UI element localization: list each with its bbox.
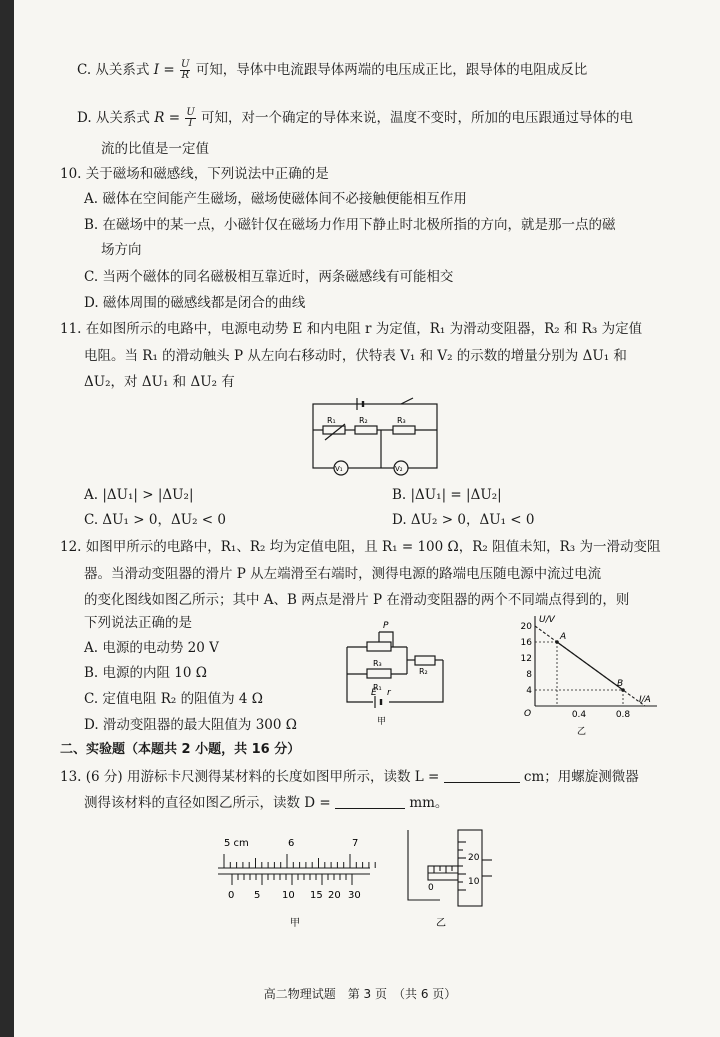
q12-stem-1: 12. 如图甲所示的电路中，R₁、R₂ 均为定值电阻，且 R₁ = 100 Ω，R₂ 阻值未知，R₃ 为一滑动变阻	[60, 539, 661, 555]
label-yi: 乙	[436, 918, 446, 929]
y-tick-label: 12	[520, 654, 532, 664]
vernier-label-10: 10	[282, 890, 295, 901]
q9-option-d: D. 从关系式 R = $\frac{U}{I}$ 可知，对一个确定的导体来说，温度不变时，所加的电压跟通过导体的电	[77, 107, 634, 129]
q12-circuit-jia	[333, 612, 451, 737]
x-tick-label: 0.8	[615, 710, 631, 720]
resistor-r3	[367, 642, 391, 651]
resistor-r3	[393, 426, 415, 434]
q12-option-d: D. 滑动变阻器的最大阻值为 300 Ω	[84, 717, 297, 733]
label-r: r	[387, 688, 391, 698]
q10-option-a: A. 磁体在空间能产生磁场，磁场使磁体间不必接触便能相互作用	[84, 191, 467, 207]
label-r1: R₁	[327, 416, 336, 425]
q13-line-1: 13. (6 分) 用游标卡尺测得某材料的长度如图甲所示，读数 L = cm；用螺旋测微器	[60, 769, 639, 785]
y-tick-label: 4	[526, 686, 532, 696]
fraction-u-over-r: $\frac{U}{R}$	[180, 59, 190, 81]
y-axis-label: U/V	[539, 615, 555, 625]
y-tick-label: 16	[520, 638, 532, 648]
q13-line-2: 测得该材料的直径如图乙所示，读数 D = mm。	[84, 795, 449, 811]
q9-option-d-cont: 流的比值是一定值	[101, 141, 209, 157]
sleeve-label-0: 0	[428, 883, 434, 893]
q10-option-b-cont: 场方向	[101, 242, 142, 258]
label-r2: R₂	[419, 667, 428, 676]
resistor-r1	[367, 669, 391, 678]
q11-option-b: B. |ΔU₁| = |ΔU₂|	[392, 487, 502, 503]
vernier-scale-ticks	[232, 874, 352, 885]
resistor-r2	[355, 426, 377, 434]
origin-label: O	[524, 709, 532, 719]
micrometer-frame	[408, 830, 440, 900]
scan-edge	[0, 0, 14, 1037]
vernier-label-30: 30	[348, 890, 361, 901]
q11-stem-1: 11. 在如图所示的电路中，电源电动势 E 和内电阻 r 为定值，R₁ 为滑动变阻器，R₂ 和 R₃ 为定值	[60, 321, 643, 337]
main-scale-ticks	[224, 854, 375, 868]
label-v2: V₂	[395, 465, 403, 473]
q12-option-a: A. 电源的电动势 20 V	[84, 640, 219, 656]
x-tick-label: 0.4	[571, 710, 587, 720]
q12-option-b: B. 电源的内阻 10 Ω	[84, 665, 207, 681]
resistor-r2	[415, 656, 435, 665]
y-tick-label: 20	[520, 622, 532, 632]
point-a-label: A	[560, 632, 567, 642]
q12-stem-2: 器。当滑动变阻器的滑片 P 从左端滑至右端时，测得电源的路端电压随电源中流过电流	[84, 566, 602, 582]
y-tick-label: 8	[526, 670, 532, 680]
label-e: E	[371, 688, 377, 698]
q11-stem-2: 电阻。当 R₁ 的滑动触头 P 从左向右移动时，伏特表 V₁ 和 V₂ 的示数的增量分别为 ΔU₁ 和	[84, 348, 627, 364]
q12-stem-3: 的变化图线如图乙所示；其中 A、B 两点是滑片 P 在滑动变阻器的两个不同端点得到的，则	[84, 592, 630, 608]
q10-stem: 10. 关于磁场和磁感线，下列说法中正确的是	[60, 166, 329, 182]
q10-option-d: D. 磁体周围的磁感线都是闭合的曲线	[84, 295, 306, 311]
point-a	[555, 640, 559, 644]
vernier-label-0: 0	[228, 890, 235, 901]
u-i-segment-ab	[557, 642, 623, 690]
label-r2: R₂	[359, 416, 368, 425]
label-r1: R₁	[373, 683, 382, 692]
thimble-label-10: 10	[468, 877, 480, 887]
q11-option-c: C. ΔU₁ > 0，ΔU₂ < 0	[84, 512, 226, 528]
main-label-5cm: 5 cm	[224, 838, 249, 849]
label-r3: R₃	[373, 659, 382, 668]
vernier-caliper-figure	[210, 828, 378, 938]
main-label-6: 6	[288, 838, 295, 849]
q11-option-a: A. |ΔU₁| > |ΔU₂|	[84, 487, 194, 503]
label-jia: 甲	[377, 717, 387, 727]
q10-option-c: C. 当两个磁体的同名磁极相互靠近时，两条磁感线有可能相交	[84, 269, 454, 285]
vernier-label-15: 15	[310, 890, 323, 901]
q10-option-b: B. 在磁场中的某一点，小磁针仅在磁场力作用下静止时北极所指的方向，就是那一点的磁	[84, 217, 616, 233]
q9-option-c: C. 从关系式 I = $\frac{U}{R}$ 可知，导体中电流跟导体两端的电压成正比，跟导体的电阻成反比	[77, 59, 588, 81]
fraction-u-over-i: $\frac{U}{I}$	[186, 107, 195, 129]
label-v1: V₁	[335, 465, 343, 473]
label-r3: R₃	[397, 416, 406, 425]
q11-stem-3: ΔU₂，对 ΔU₁ 和 ΔU₂ 有	[84, 374, 235, 390]
vernier-label-20: 20	[328, 890, 341, 901]
label-jia: 甲	[290, 918, 300, 929]
answer-blank-l[interactable]	[444, 768, 520, 783]
circuit-outer-loop	[313, 404, 437, 468]
q12-stem-4: 下列说法正确的是	[84, 615, 192, 631]
section-2-title: 二、实验题（本题共 2 小题，共 16 分）	[60, 742, 301, 757]
micrometer-thimble	[458, 830, 482, 906]
label-p: P	[383, 621, 389, 631]
thimble-label-20: 20	[468, 853, 480, 863]
x-axis-label: I/A	[639, 695, 651, 705]
micrometer-figure	[400, 820, 500, 935]
q12-graph-yi	[515, 612, 665, 740]
vernier-label-5: 5	[254, 890, 261, 901]
switch-lever	[401, 398, 413, 404]
main-label-7: 7	[352, 838, 359, 849]
q11-circuit-diagram	[305, 396, 445, 476]
q12-option-c: C. 定值电阻 R₂ 的阻值为 4 Ω	[84, 691, 263, 707]
page-footer: 高二物理试题 第 3 页 （共 6 页）	[263, 987, 457, 1001]
point-b-label: B	[617, 679, 624, 689]
answer-blank-d[interactable]	[335, 794, 405, 809]
right-wire	[389, 660, 443, 702]
q11-option-d: D. ΔU₂ > 0，ΔU₁ < 0	[392, 512, 535, 528]
label-yi: 乙	[577, 727, 587, 737]
